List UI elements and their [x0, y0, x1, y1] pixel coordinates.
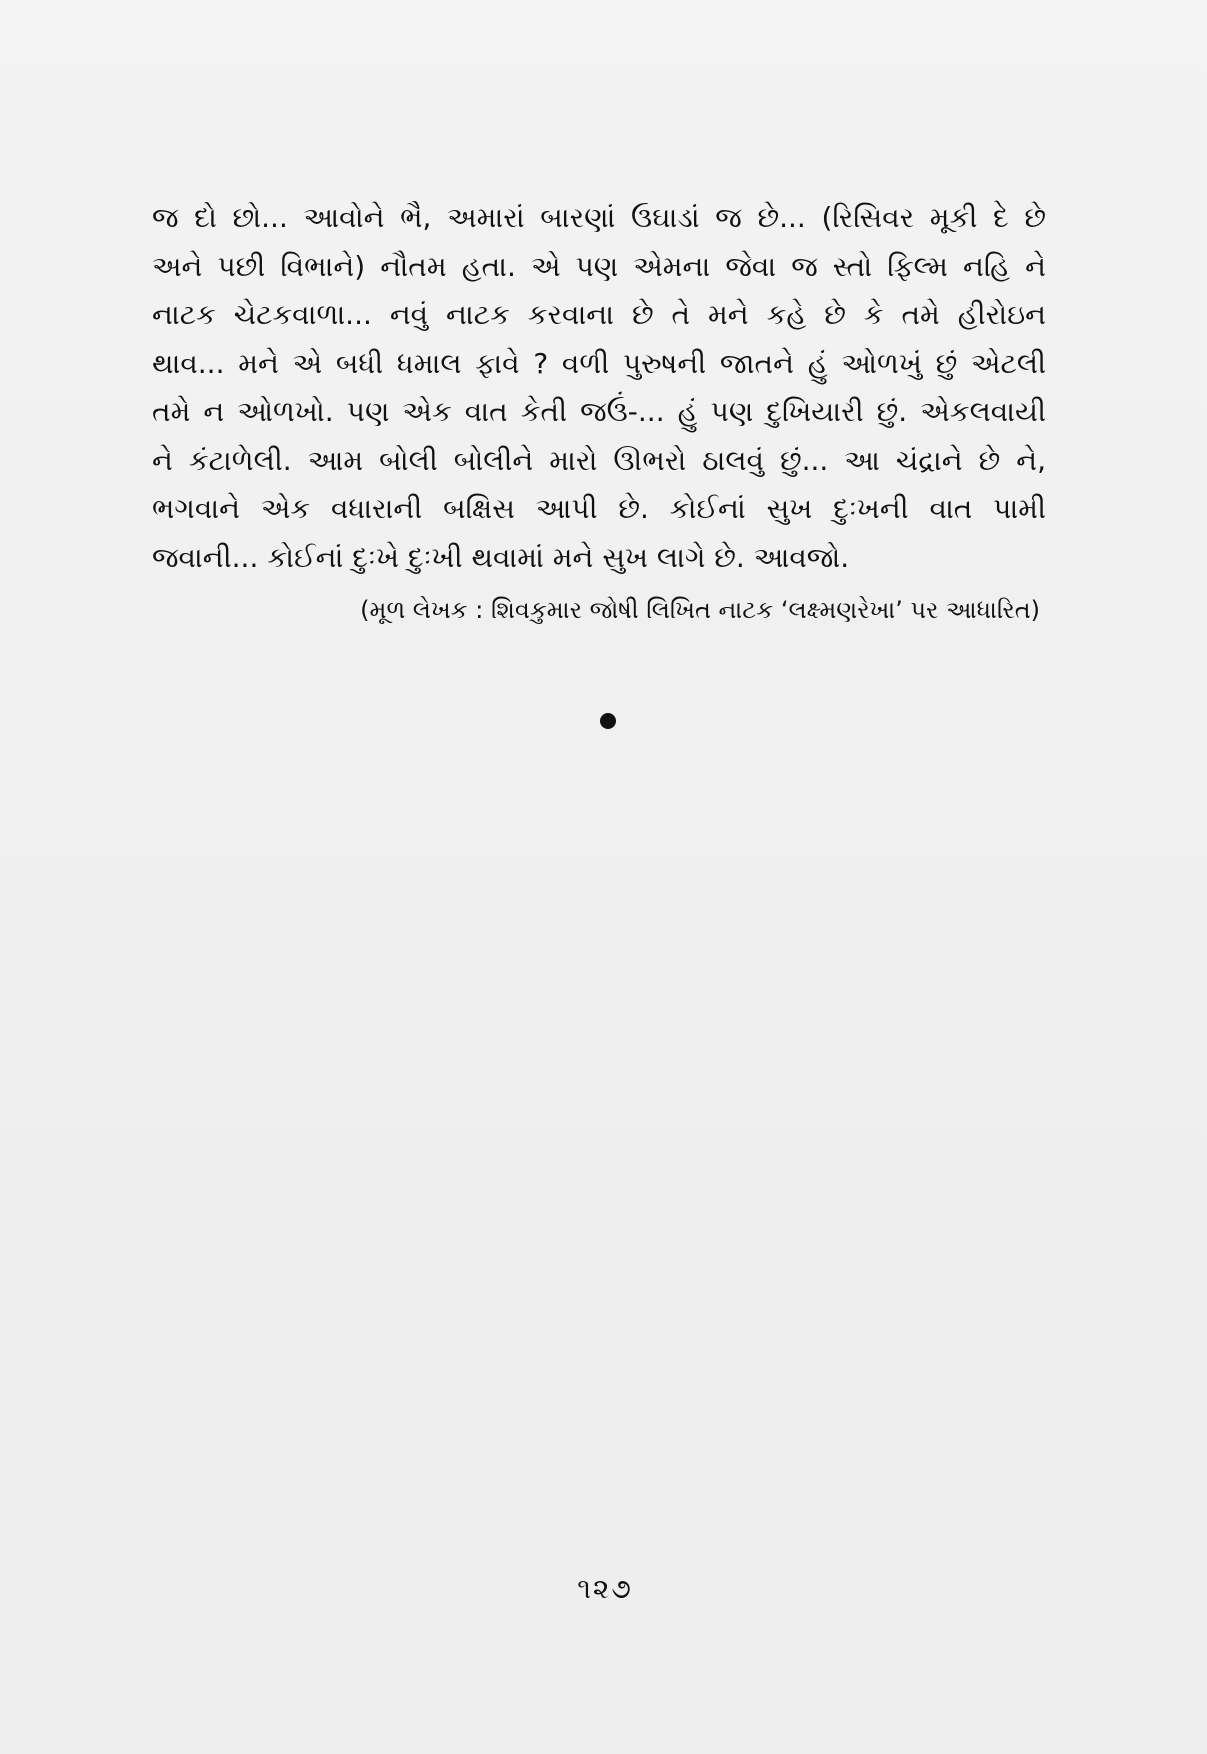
section-end-bullet: [600, 713, 616, 729]
body-line-2: અને પછી વિભાને) નૌતમ હતા. એ પણ એમના જેવા જ સ્તો ફિલ્મ નહિ ને: [152, 249, 1046, 283]
body-line-8: જવાની... કોઈનાં દુઃખે દુઃખી થવામાં મને સુખ લાગે છે. આવજો.: [152, 540, 850, 574]
body-line-5: તમે ન ઓળખો. પણ એક વાત કેતી જઉં-... હું પણ દુખિયારી છું. એકલવાયી: [152, 395, 1046, 428]
body-line-4: થાવ... મને એ બધી ધમાલ ફાવે ? વળી પુરુષની જાતને હું ઓળખું છું એટલી: [152, 346, 1046, 380]
body-line-1: જ દો છો... આવોને ભૈ, અમારાં બારણાં ઉઘાડાં જ છે... (રિસિવર મૂકી દે છે: [152, 201, 1046, 234]
body-line-7: ભગવાને એક વધારાની બક્ષિસ આપી છે. કોઈનાં સુખ દુઃખની વાત પામી: [152, 492, 1046, 525]
body-line-3: નાટક ચેટકવાળા... નવું નાટક કરવાના છે તે મને કહે છે કે તમે હીરોઇન: [152, 298, 1046, 331]
source-attribution: (મૂળ લેખક : શિવકુમાર જોષી લિખિત નાટક ‘લક્ષ્મણરેખા’ પર આધારિત): [360, 596, 1040, 624]
body-text: [152, 194, 1046, 582]
body-line-6: ને કંટાળેલી. આમ બોલી બોલીને મારો ઊભરો ઠાલવું છું... આ ચંદ્રાને છે ને,: [152, 443, 1046, 477]
page-number: ૧૨૭: [577, 1572, 633, 1605]
